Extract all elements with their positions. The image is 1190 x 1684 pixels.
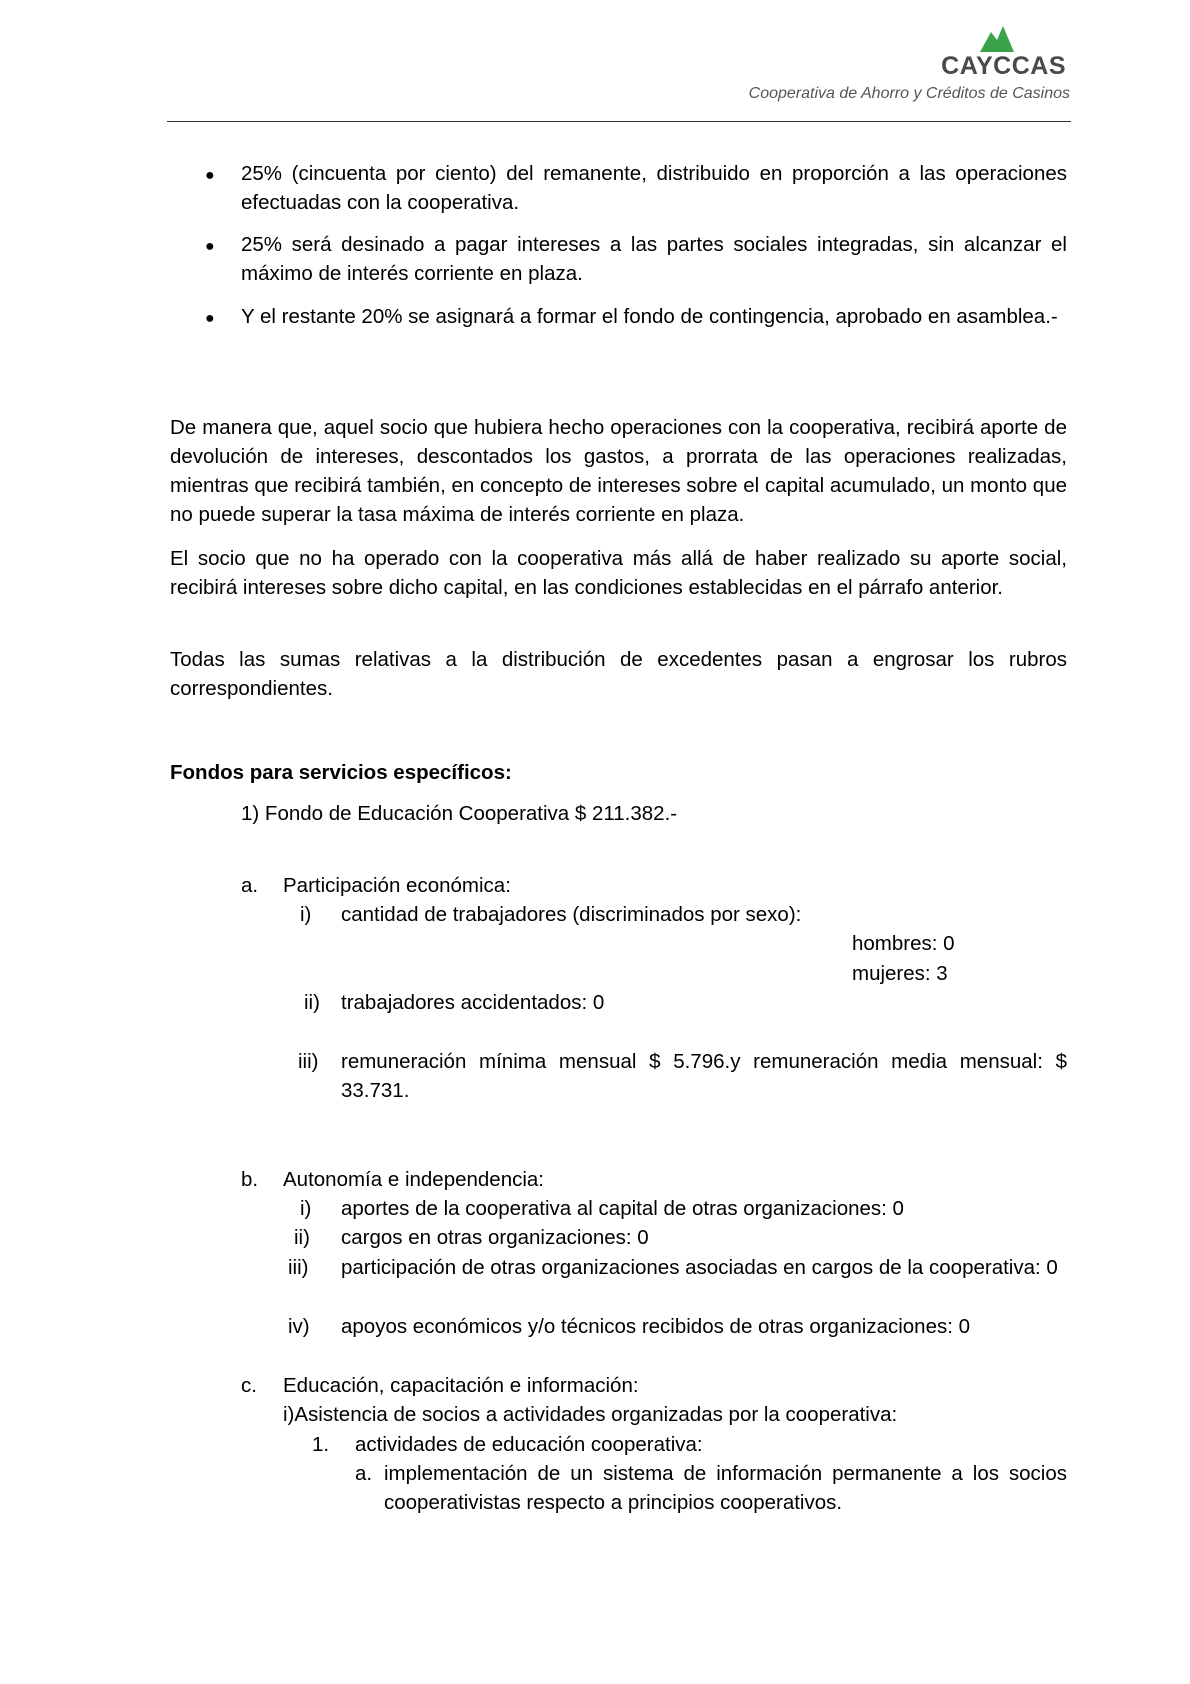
list-marker: iv) (288, 1315, 310, 1338)
list-marker: ii) (294, 1226, 310, 1249)
bullet-icon: ● (205, 310, 215, 327)
fund-item: 1) Fondo de Educación Cooperativa $ 211.382.- (241, 802, 678, 825)
list-item: apoyos económicos y/o técnicos recibidos de otras organizaciones: 0 (341, 1315, 971, 1338)
paragraph: De manera que, aquel socio que hubiera hecho operaciones con la cooperativa, recibirá aporte de devolución de intereses, descontados los gastos, a prorrata de las operaciones realizadas, mientras que recibirá también, en concepto de intereses sobre el capital acumulado, un monto que no puede superar la tasa máxima de interés corriente en plaza. (170, 416, 1067, 526)
list-marker: a. (355, 1462, 373, 1485)
list-item: participación de otras organizaciones asociadas en cargos de la cooperativa: 0 (341, 1256, 1058, 1279)
paragraph: Todas las sumas relativas a la distribución de excedentes pasan a engrosar los rubros correspondientes. (170, 648, 1067, 700)
bullet-icon: ● (205, 167, 215, 184)
list-item: actividades de educación cooperativa: (355, 1433, 703, 1456)
cooperative-name: Cooperativa de Ahorro y Créditos de Casinos (748, 85, 1070, 102)
list-marker: b. (241, 1168, 259, 1191)
list-marker: i) (300, 903, 312, 926)
list-marker: 1. (312, 1433, 330, 1456)
bullet-item: 25% será desinado a pagar intereses a las partes sociales integradas, sin alcanzar el máximo de interés corriente en plaza. (241, 233, 1067, 285)
section-title: Participación económica: (283, 874, 511, 897)
section-title: Autonomía e independencia: (283, 1168, 545, 1191)
list-marker: a. (241, 874, 259, 897)
list-marker: i) (300, 1197, 312, 1220)
paragraph: El socio que no ha operado con la cooperativa más allá de haber realizado su aporte social, recibirá intereses sobre dicho capital, en las condiciones establecidas en el párrafo anterior. (170, 547, 1067, 599)
list-item: cargos en otras organizaciones: 0 (341, 1226, 649, 1249)
bullet-item: 25% (cincuenta por ciento) del remanente, distribuido en proporción a las operaciones efectuadas con la cooperativa. (241, 162, 1067, 214)
bullet-item: Y el restante 20% se asignará a formar el fondo de contingencia, aprobado en asamblea.- (241, 305, 1058, 328)
list-marker: iii) (288, 1256, 309, 1279)
list-marker: c. (241, 1374, 257, 1397)
header-divider (167, 121, 1071, 122)
list-item: implementación de un sistema de información permanente a los socios cooperativistas respecto a principios cooperativos. (384, 1462, 1067, 1514)
list-item: remuneración mínima mensual $ 5.796.y remuneración media mensual: $ 33.731. (341, 1050, 1067, 1102)
page-header (0, 0, 1190, 125)
section-title: Educación, capacitación e información: (283, 1374, 639, 1397)
men-count: hombres: 0 (852, 932, 955, 955)
list-item: cantidad de trabajadores (discriminados por sexo): (341, 903, 802, 926)
mountain-logo-icon (980, 24, 1014, 52)
list-item: i)Asistencia de socios a actividades organizadas por la cooperativa: (283, 1403, 898, 1426)
women-count: mujeres: 3 (852, 962, 948, 985)
bullet-icon: ● (205, 238, 215, 255)
list-item: aportes de la cooperativa al capital de otras organizaciones: 0 (341, 1197, 904, 1220)
list-marker: iii) (298, 1050, 319, 1073)
section-heading: Fondos para servicios específicos: (170, 761, 512, 784)
list-marker: ii) (304, 991, 320, 1014)
list-item: trabajadores accidentados: 0 (341, 991, 605, 1014)
logo-text: CAYCCAS (941, 52, 1066, 80)
